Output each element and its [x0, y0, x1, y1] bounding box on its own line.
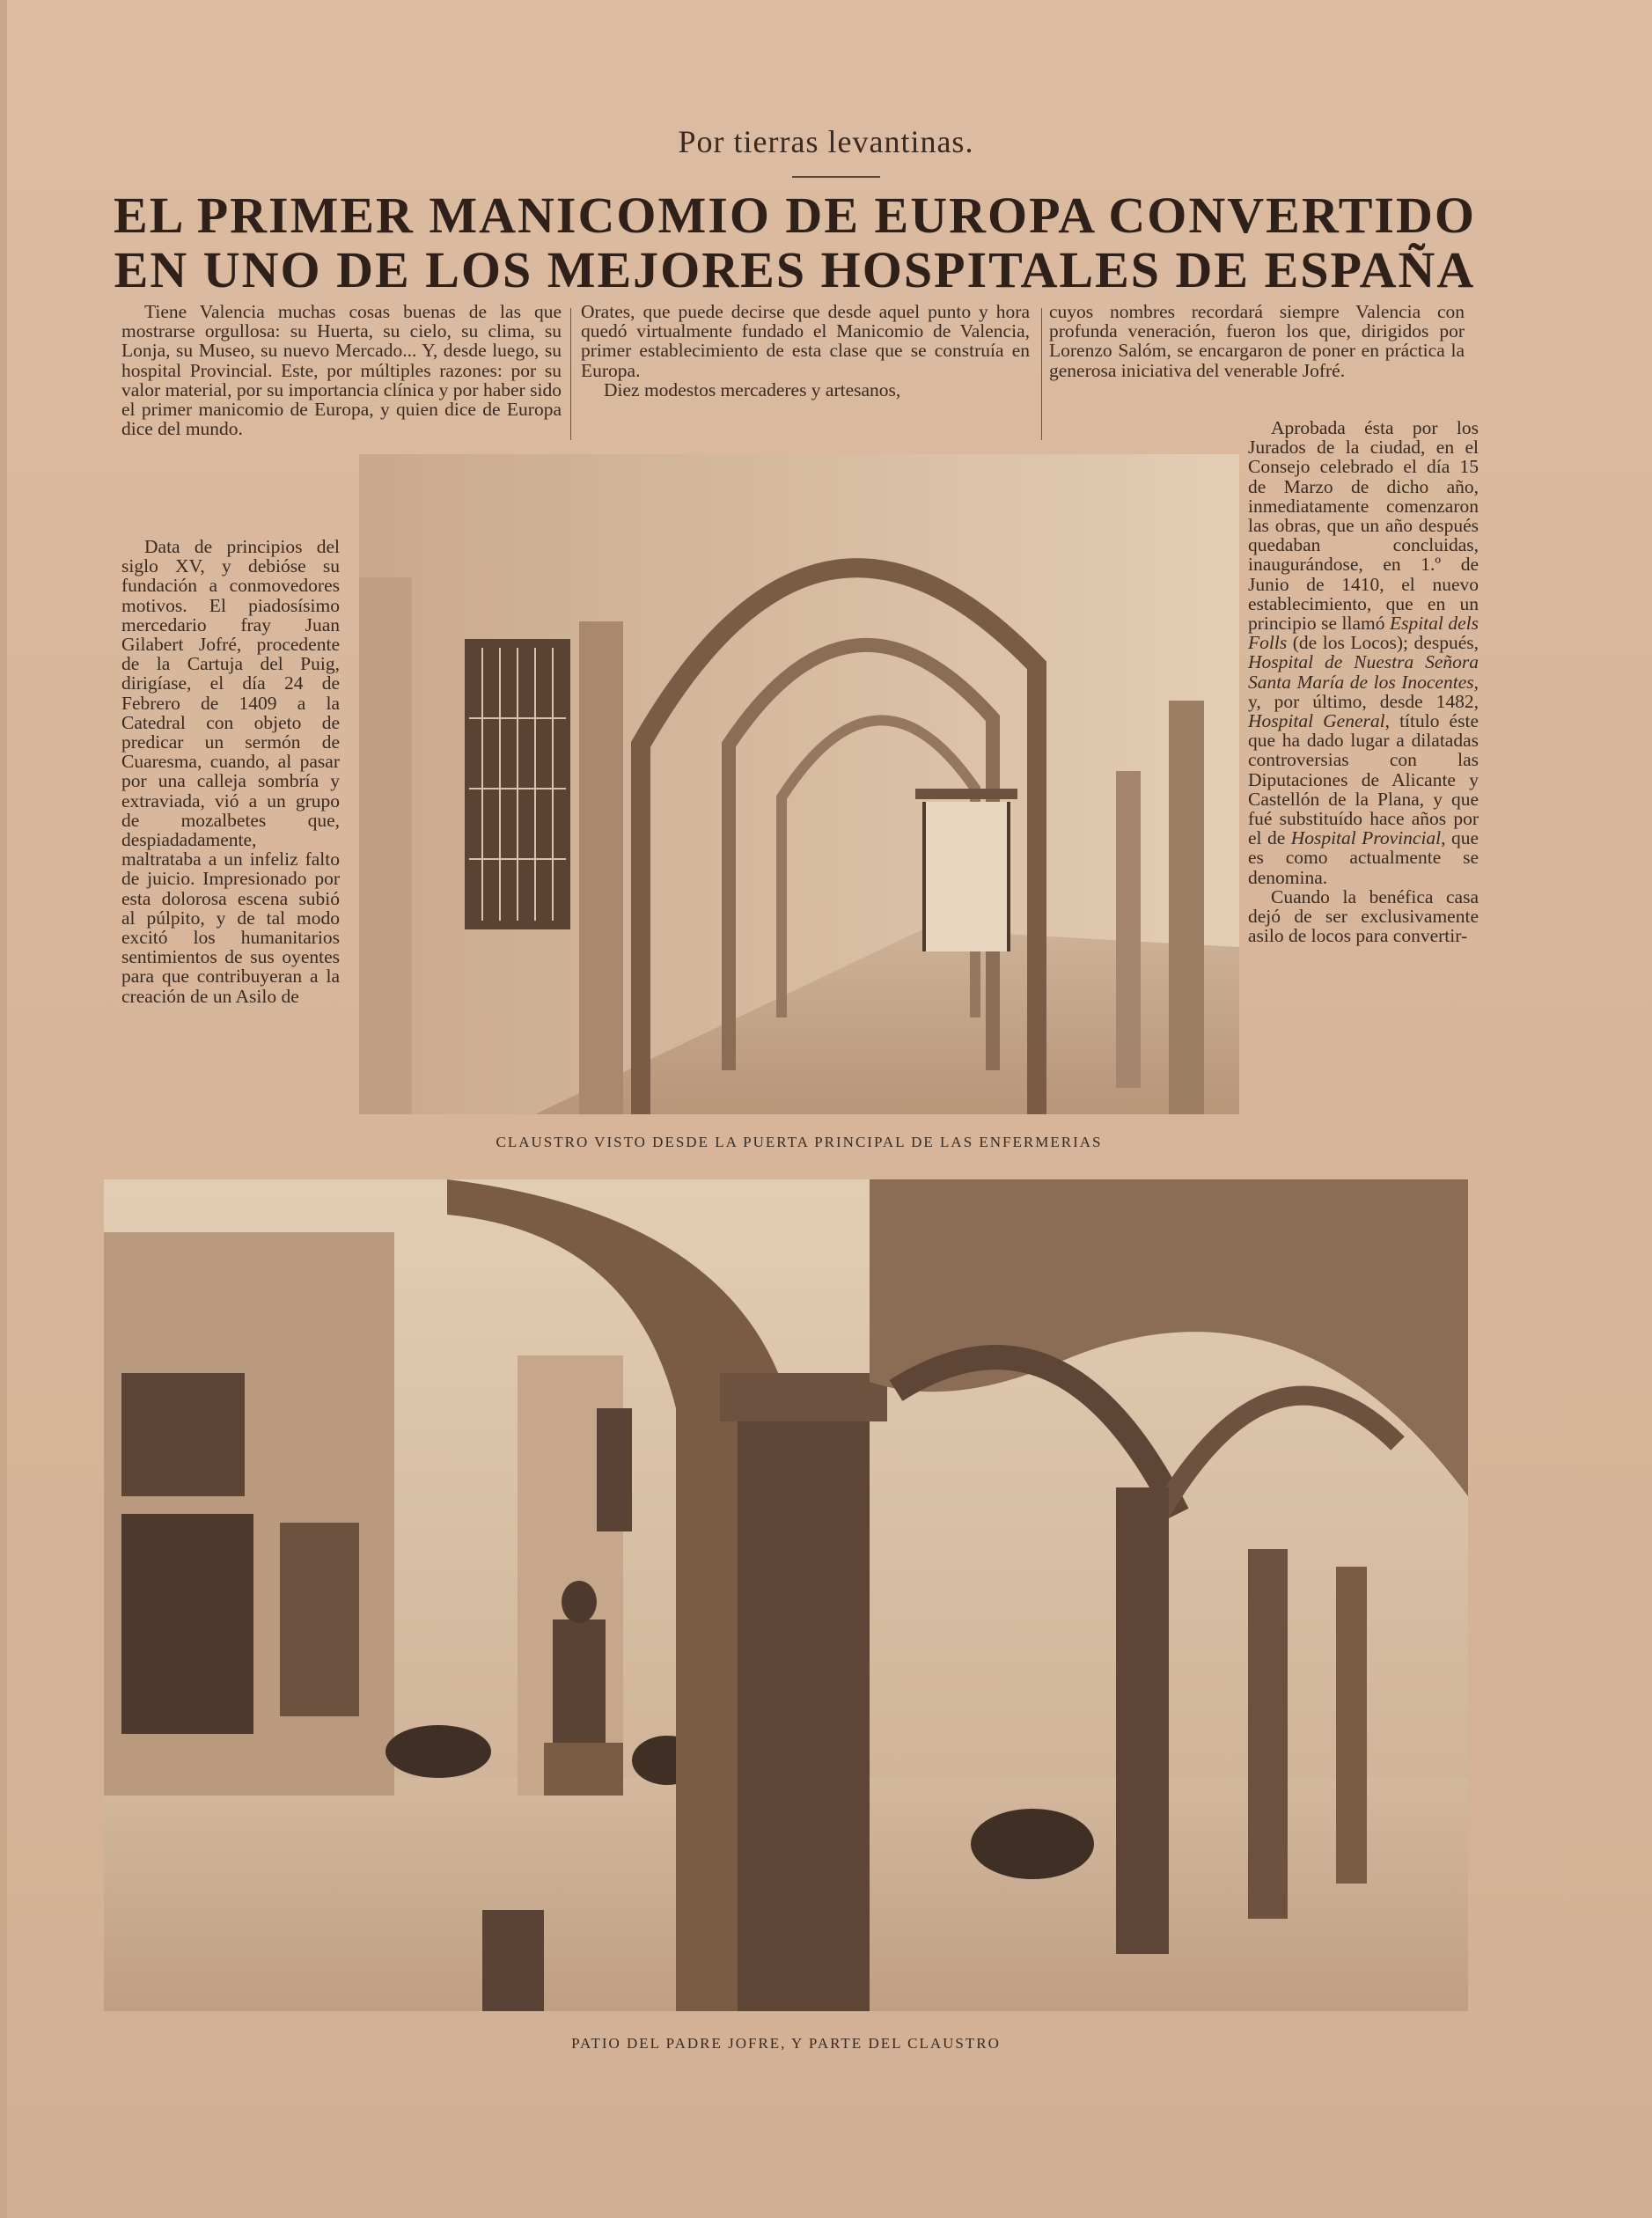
cloister-photo: [359, 454, 1239, 1114]
column-3-continued: [1248, 418, 1479, 945]
column-2: [581, 302, 1030, 400]
kicker-rule: [792, 176, 880, 178]
bottom-photo-caption: PATIO DEL PADRE JOFRE, Y PARTE DEL CLAUSTRO: [571, 2035, 1001, 2052]
page-edge: [0, 0, 7, 2218]
column-3: [1049, 302, 1465, 380]
article-headline: [104, 188, 1486, 297]
headline-line-1: EL PRIMER MANICOMIO DE EUROPA CONVERTIDO: [114, 187, 1476, 244]
column-1: [121, 302, 562, 438]
column-rule: [570, 308, 571, 440]
paragraph: Aprobada ésta por los Jurados de la ciudad, en el Consejo celebrado el día 15 de Marzo de dicho año, inmediatamente comenzaron las obras, que un año después quedaban concluidas, inaugurándose, en 1.º de Junio de 1410, el nuevo establecimiento, que en un principio se llamó Espital dels Folls (de los Locos); después, Hospital de Nuestra Señora Santa María de los Inocentes, y, por último, desde 1482, Hospital General, título éste que ha dado lugar a dilatadas controversias con las Diputaciones de Alicante y Castellón de la Plana, y que fué substituído hace años por el de Hospital Provincial, que es como actualmente se denomina.: [1248, 417, 1479, 888]
patio-illustration: [104, 1179, 1468, 2011]
section-kicker: Por tierras levantinas.: [678, 124, 974, 159]
paragraph: Tiene Valencia muchas cosas buenas de las que mostrarse orgullosa: su Huerta, su cielo, su clima, su Lonja, su Museo, su nuevo Mercado... Y, desde luego, su hospital Provincial. Este, por múltiples razones: por su valor material, por su importancia clínica y por haber sido el primer manicomio de Europa, y quien dice de Europa dice del mundo.: [121, 301, 562, 440]
patio-photo: [104, 1179, 1468, 2011]
paragraph: Diez modestos mercaderes y artesanos,: [604, 378, 901, 400]
headline-line-2: EN UNO DE LOS MEJORES HOSPITALES DE ESPAÑA: [114, 241, 1476, 298]
cloister-illustration: [359, 454, 1239, 1114]
paragraph: Cuando la benéfica casa dejó de ser exclusivamente asilo de locos para convertir-: [1248, 885, 1479, 947]
paragraph: Orates, que puede decirse que desde aquel punto y hora quedó virtualmente fundado el Manicomio de Valencia, primer establecimiento de esta clase que se construía en Europa.: [581, 301, 1030, 381]
top-photo-caption: CLAUSTRO VISTO DESDE LA PUERTA PRINCIPAL DE LAS ENFERMERIAS: [496, 1134, 1103, 1150]
paragraph: Data de principios del siglo XV, y debióse su fundación a conmovedores motivos. El piadosísimo mercedario fray Juan Gilabert Jofré, procedente de la Cartuja del Puig, dirigíase, el día 24 de Febrero de 1409 a la Catedral con objeto de predicar un sermón de Cuaresma, cuando, al pasar por una calleja sombría y extraviada, vió a un grupo de mozalbetes que, despiadadamente, maltrataba a un infeliz falto de juicio. Impresionado por esta dolorosa escena subió al púlpito, y de tal modo excitó los humanitarios sentimientos de sus oyentes para que contribuyeran a la creación de un Asilo de: [121, 536, 340, 1007]
column-1-continued: [121, 537, 340, 1006]
column-rule: [1041, 308, 1042, 440]
paragraph: cuyos nombres recordará siempre Valencia con profunda veneración, fueron los que, dirigidos por Lorenzo Salóm, se encargaron de poner en práctica la generosa iniciativa del venerable Jofré.: [1049, 301, 1465, 381]
